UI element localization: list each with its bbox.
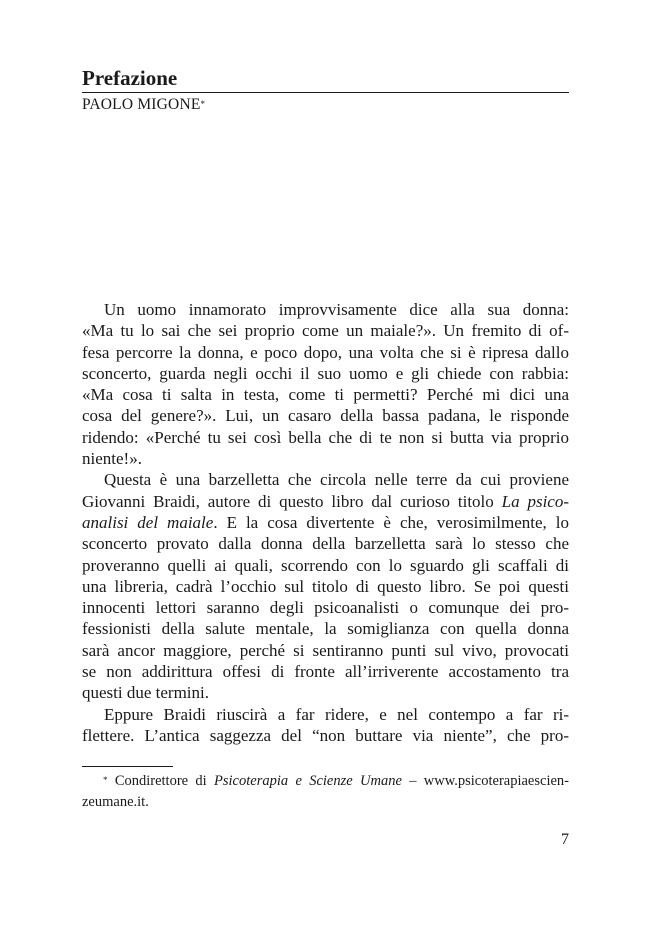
paragraph-3 (82, 704, 569, 747)
text-run: Giovanni Braidi, autore di questo libro dal curioso titolo (82, 491, 502, 511)
text-line: fessionisti della salute mentale, la somiglianza con quella donna (82, 619, 569, 639)
text-line: Questa è una barzelletta che circola nelle terre da cui proviene (104, 470, 569, 490)
text-line: sconcerto provato dalla donna della barzelletta sarà lo stesso che (82, 534, 569, 554)
text-line: se non addirittura offesi di fronte all’irriverente accostamento tra (82, 662, 569, 682)
text-line: proveranno quelli ai quali, scorrendo con lo sguardo gli scaffali di (82, 555, 569, 575)
chapter-title: Prefazione (82, 66, 178, 90)
author-name: PAOLO MIGONE (82, 96, 201, 113)
book-title-italic: La psico- (501, 491, 569, 511)
text-line: ridendo: «Perché tu sei così bella che di te non si butta via proprio (82, 427, 569, 447)
paragraph-2 (82, 469, 569, 703)
text-line: flettere. L’antica saggezza del “non buttare via niente”, che pro- (82, 725, 569, 745)
journal-title-italic: Psicoterapia e Scienze Umane (214, 773, 402, 789)
text-line: innocenti lettori saranno degli psicoanalisti o comunque dei pro- (82, 598, 569, 618)
body-text (82, 299, 569, 746)
text-line: sconcerto, guarda negli occhi il suo uomo e gli chiede con rabbia: (82, 363, 569, 383)
text-run: . E la cosa divertente è che, verosimilmente, lo (213, 512, 570, 532)
text-line: sarà ancor maggiore, perché si sentiranno punti sul vivo, provocati (82, 640, 569, 660)
text-line: «Ma cosa ti salta in testa, come ti permetti? Perché mi dici una (82, 385, 569, 405)
text-line: fesa percorre la donna, e poco dopo, una volta che si è ripresa dallo (82, 342, 569, 362)
text-line: cosa del genere?». Lui, un casaro della bassa padana, le risponde (82, 406, 569, 426)
title-rule (82, 92, 569, 93)
book-title-italic: analisi del maiale (82, 512, 214, 532)
text-line: Eppure Braidi riuscirà a far ridere, e nel contempo a far ri- (104, 704, 569, 724)
text-line: «Ma tu lo sai che sei proprio come un maiale?». Un fremito di of- (82, 321, 569, 341)
text-line: questi due termini. (82, 683, 210, 703)
footnote (82, 771, 569, 813)
paragraph-1 (82, 299, 569, 469)
text-line: niente!». (82, 449, 142, 469)
text-line (82, 491, 569, 512)
author-line (82, 95, 205, 115)
text-run: Condirettore di (107, 773, 215, 789)
text-line (82, 512, 569, 533)
author-footnote-mark: * (200, 99, 206, 109)
footnote-line (82, 771, 569, 792)
text-line: Un uomo innamorato improvvisamente dice alla sua donna: (104, 300, 569, 319)
footnote-mark: * (103, 775, 108, 785)
text-line: una libreria, cadrà l’occhio sul titolo di questo libro. Se poi questi (82, 576, 569, 596)
book-page (82, 0, 569, 928)
footnote-line: zeumane.it. (82, 794, 149, 810)
text-run: – www.psicoterapiaescien- (401, 773, 569, 789)
footnote-rule (82, 766, 173, 767)
page-number: 7 (561, 831, 569, 848)
